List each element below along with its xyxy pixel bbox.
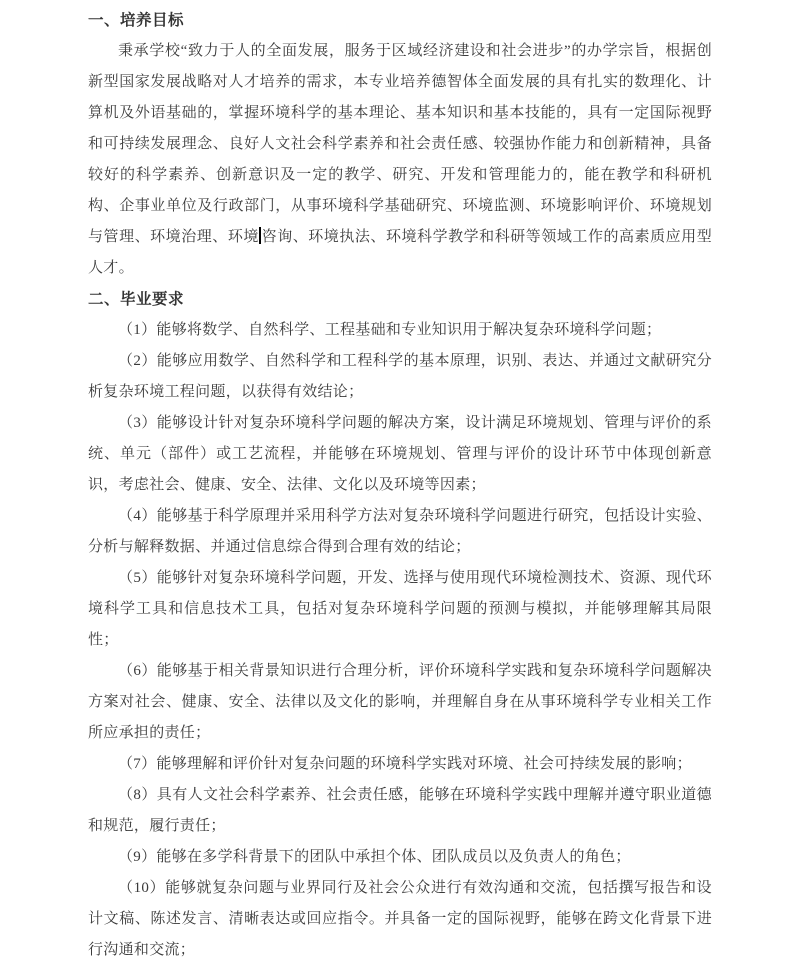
paragraph-text-before-caret: 秉承学校“致力于人的全面发展，服务于区域经济建设和社会进步”的办学宗旨，根据创新型国家发展战略对人才培养的需求，本专业培养德智体全面发展的具有扎实的数理化、计算机及外语基础的，掌握环境科学的基本理论、基本知识和基本技能的，具有一定国际视野和可持续发展理念、良好人文社会科学素养和社会责任感、较强协作能力和创新精神，具备较好的科学素养、创新意识及一定的教学、研究、开发和管理能力的，能在教学和科研机构、企事业单位及行政部门，从事环境科学基础研究、环境监测、环境影响评价、环境规划与管理、环境治理、环境 — [88, 43, 712, 245]
requirement-item-3[interactable]: （3）能够设计针对复杂环境科学问题的解决方案，设计满足环境规划、管理与评价的系统、单元（部件）或工艺流程，并能够在环境规划、管理与评价的设计环节中体现创新意识，考虑社会、健康、安全、法律、文化以及环境等因素； — [88, 415, 712, 493]
section-heading-training-objectives: 一、培养目标 — [88, 12, 185, 29]
paragraph-text-after-caret: 咨询、环境执法、环境科学教学和科研等领域工作的高素质应用型人才。 — [88, 229, 713, 276]
requirement-item-7[interactable]: （7）能够理解和评价针对复杂问题的环境科学实践对环境、社会可持续发展的影响； — [118, 756, 692, 772]
requirement-item-2[interactable]: （2）能够应用数学、自然科学和工程科学的基本原理，识别、表达、并通过文献研究分析复杂环境工程问题，以获得有效结论； — [88, 353, 712, 400]
requirement-item-8[interactable]: （8）具有人文社会科学素养、社会责任感，能够在环境科学实践中理解并遵守职业道德和规范，履行责任； — [88, 787, 712, 834]
section-heading-graduation-requirements: 二、毕业要求 — [88, 291, 185, 308]
requirement-item-9[interactable]: （9）能够在多学科背景下的团队中承担个体、团队成员以及负责人的角色； — [118, 849, 631, 865]
requirement-item-10[interactable]: （10）能够就复杂问题与业界同行及社会公众进行有效沟通和交流，包括撰写报告和设计文稿、陈述发言、清晰表达或回应指令。并具备一定的国际视野，能够在跨文化背景下进行沟通和交流； — [88, 880, 712, 958]
requirement-item-5[interactable]: （5）能够针对复杂环境科学问题，开发、选择与使用现代环境检测技术、资源、现代环境科学工具和信息技术工具，包括对复杂环境科学问题的预测与模拟，并能够理解其局限性； — [88, 570, 712, 648]
requirement-item-1[interactable]: （1）能够将数学、自然科学、工程基础和专业知识用于解决复杂环境科学问题； — [118, 322, 662, 338]
training-objectives-paragraph[interactable] — [88, 36, 712, 284]
requirement-item-6[interactable]: （6）能够基于相关背景知识进行合理分析，评价环境科学实践和复杂环境科学问题解决方案对社会、健康、安全、法律以及文化的影响，并理解自身在从事环境科学专业相关工作所应承担的责任； — [88, 663, 712, 741]
requirement-item-4[interactable]: （4）能够基于科学原理并采用科学方法对复杂环境科学问题进行研究，包括设计实验、分析与解释数据、并通过信息综合得到合理有效的结论； — [88, 508, 712, 555]
